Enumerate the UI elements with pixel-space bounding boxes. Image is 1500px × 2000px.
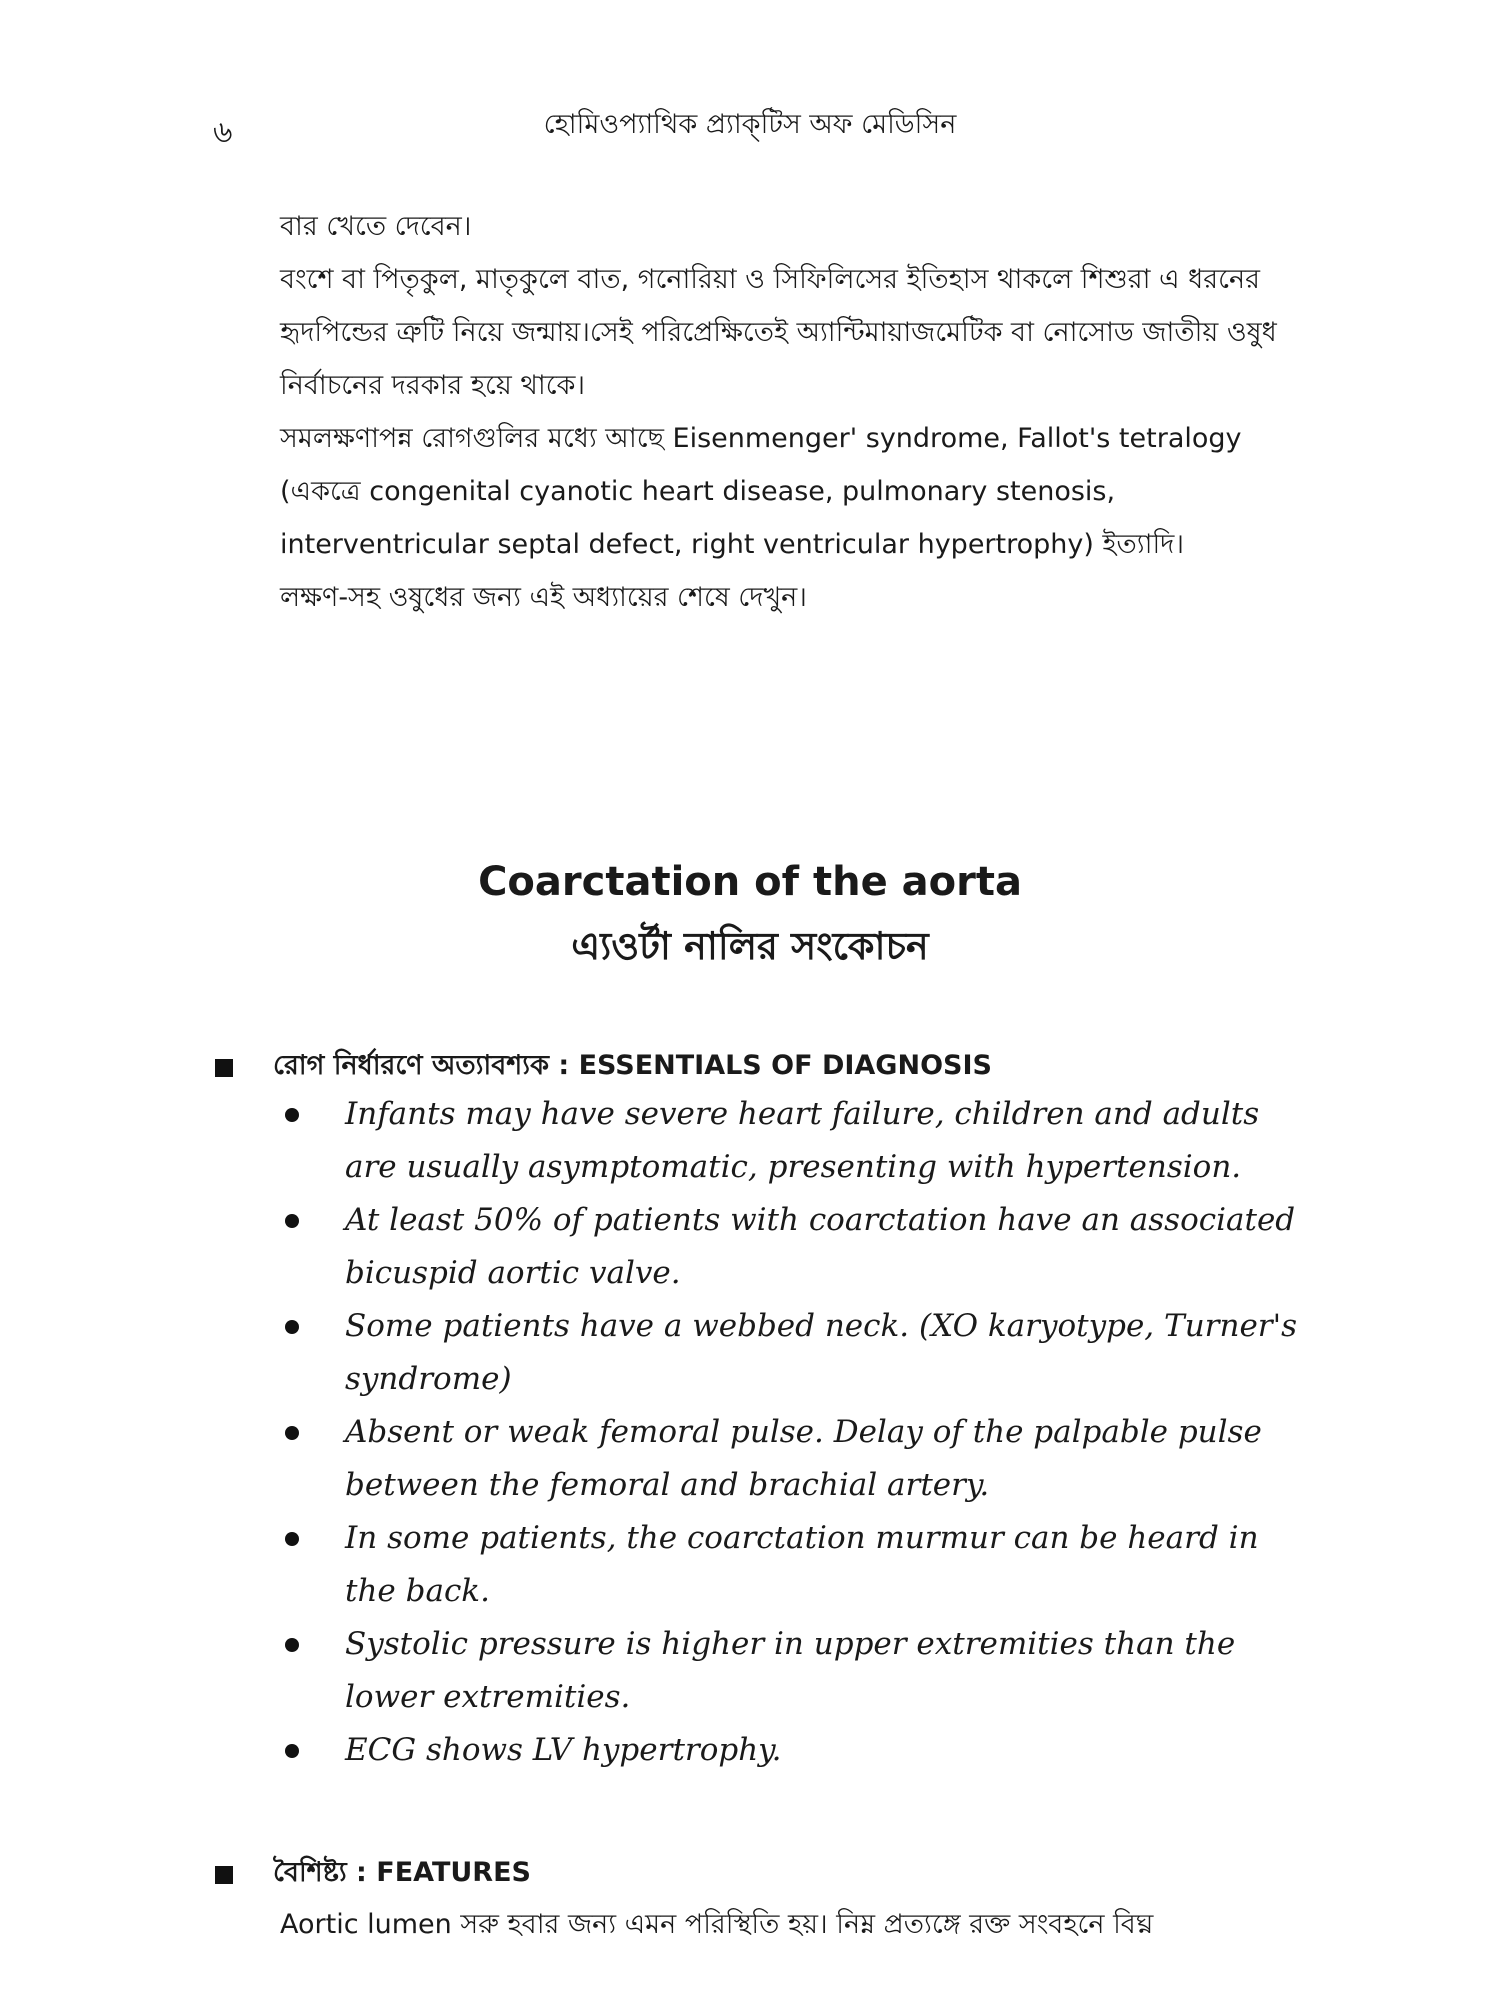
section-title-english: Coarctation of the aorta	[478, 859, 1022, 905]
bullet-dot-icon	[285, 1426, 299, 1440]
section-title	[0, 850, 1500, 978]
list-item-text: Systolic pressure is higher in upper extremities than the lower extremities.	[345, 1626, 1236, 1715]
square-bullet-icon	[215, 1866, 233, 1884]
list-item-text: Absent or weak femoral pulse. Delay of the palpable pulse between the femoral and brachial artery.	[345, 1414, 1262, 1503]
list-item-text: ECG shows LV hypertrophy.	[345, 1732, 782, 1768]
essentials-list	[280, 1088, 1300, 1777]
bullet-dot-icon	[285, 1320, 299, 1334]
list-item	[280, 1300, 1300, 1406]
page-number: ৬	[213, 115, 233, 150]
list-item-text: Some patients have a webbed neck. (XO karyotype, Turner's syndrome)	[345, 1308, 1298, 1397]
intro-paragraph: লক্ষণ-সহ ওষুধের জন্য এই অধ্যায়ের শেষে দেখুন।	[280, 582, 807, 613]
features-text: Aortic lumen সরু হবার জন্য এমন পরিস্থিতি হয়। নিম্ন প্রত্যঙ্গে রক্ত সংবহনে বিঘ্ন	[280, 1909, 1154, 1940]
features-heading	[215, 1852, 531, 1897]
essentials-heading	[215, 1045, 992, 1090]
list-item-text: At least 50% of patients with coarctation have an associated bicuspid aortic valve.	[345, 1202, 1296, 1291]
list-item-text: In some patients, the coarctation murmur can be heard in the back.	[345, 1520, 1259, 1609]
bullet-dot-icon	[285, 1638, 299, 1652]
square-bullet-icon	[215, 1059, 233, 1077]
list-item	[280, 1194, 1300, 1300]
intro-text	[280, 200, 1290, 624]
features-heading-text: বৈশিষ্ট্য : FEATURES	[273, 1857, 531, 1888]
list-item	[280, 1406, 1300, 1512]
intro-paragraph: সমলক্ষণাপন্ন রোগগুলির মধ্যে আছে Eisenmenger' syndrome, Fallot's tetralogy (একত্রে congenital cyanotic heart disease, pulmonary stenosis, interventricular septal defect, right ventricular hypertrophy) ইত্যাদি।	[280, 423, 1242, 560]
list-item-text: Infants may have severe heart failure, children and adults are usually asymptomatic, presenting with hypertension.	[345, 1096, 1260, 1185]
intro-paragraph: বংশে বা পিতৃকুল, মাতৃকুলে বাত, গনোরিয়া ও সিফিলিসের ইতিহাস থাকলে শিশুরা এ ধরনের হৃদপিন্ডের ত্রুটি নিয়ে জন্মায়।সেই পরিপ্রেক্ষিতেই অ্যান্টিমায়াজমেটিক বা নোসোড জাতীয় ওষুধ নির্বাচনের দরকার হয়ে থাকে।	[280, 264, 1277, 401]
section-title-bengali: এ্যওর্টা নালির সংকোচন	[571, 924, 929, 968]
running-header: হোমিওপ্যাথিক প্র্যাক্‌টিস অফ মেডিসিন	[543, 109, 957, 140]
intro-paragraph: বার খেতে দেবেন।	[280, 211, 472, 242]
bullet-dot-icon	[285, 1532, 299, 1546]
bullet-dot-icon	[285, 1108, 299, 1122]
list-item	[280, 1512, 1300, 1618]
list-item	[280, 1618, 1300, 1724]
list-item	[280, 1088, 1300, 1194]
list-item	[280, 1724, 1300, 1777]
essentials-heading-text: রোগ নির্ধারণে অত্যাবশ্যক : ESSENTIALS OF DIAGNOSIS	[273, 1050, 992, 1081]
bullet-dot-icon	[285, 1214, 299, 1228]
bullet-dot-icon	[285, 1744, 299, 1758]
